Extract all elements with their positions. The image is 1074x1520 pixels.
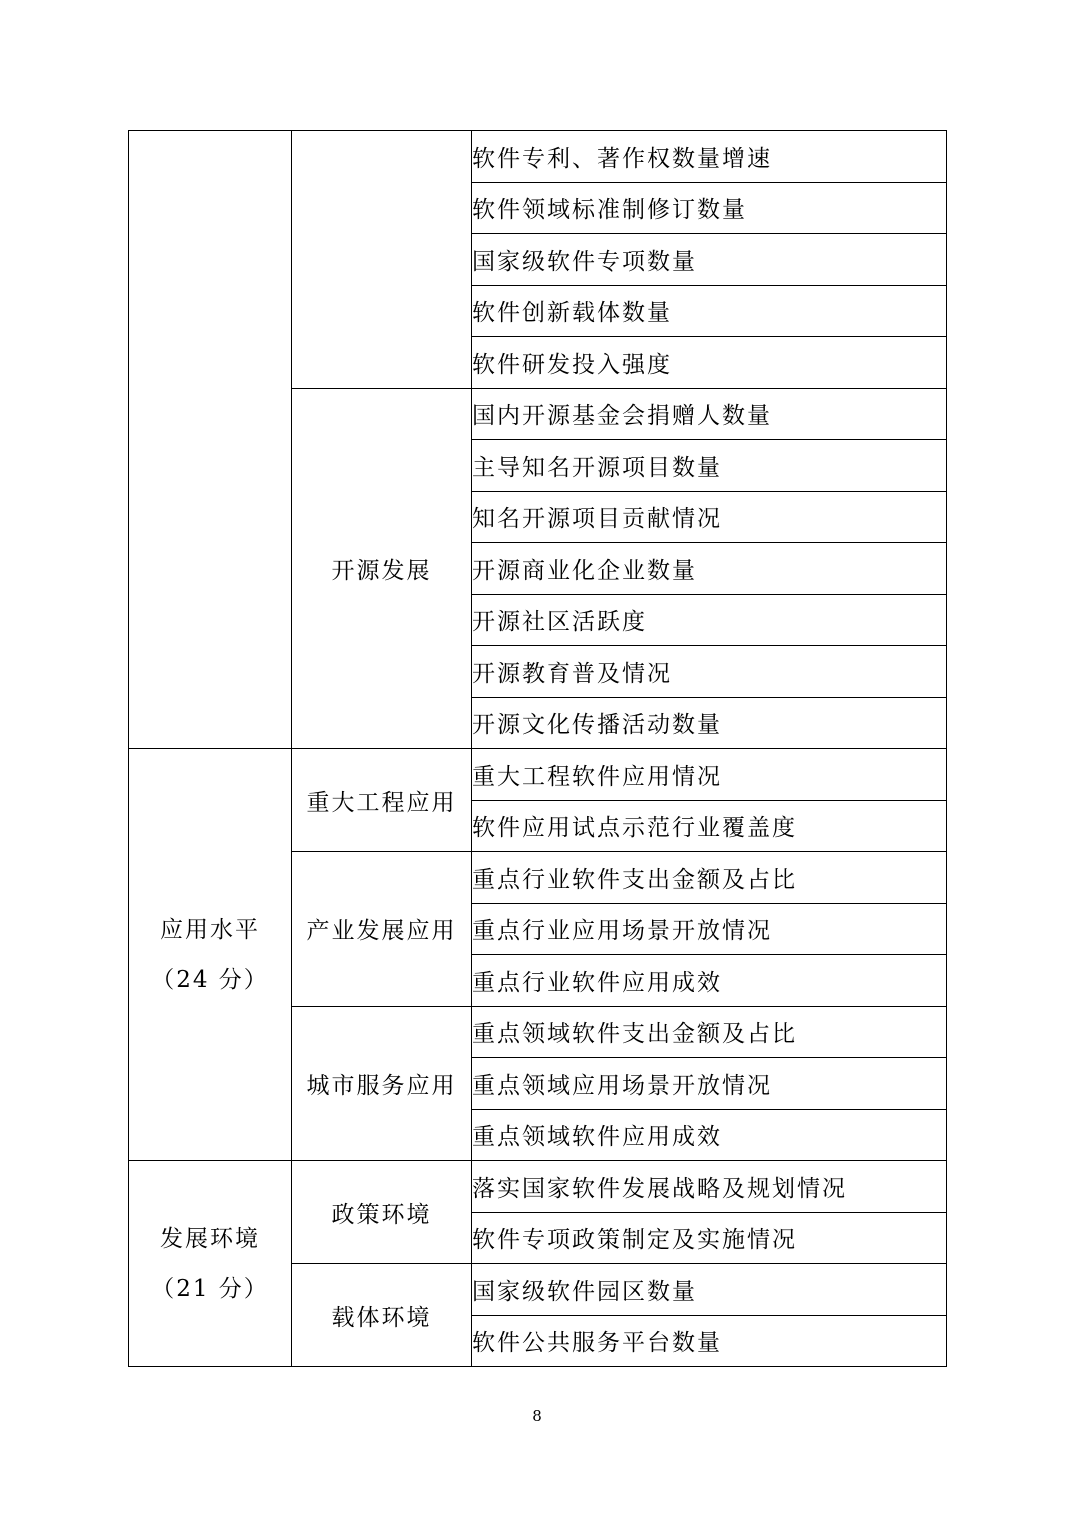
indicator-table <box>128 130 947 1367</box>
indicator-cell: 知名开源项目贡献情况 <box>472 491 947 543</box>
indicator-cell: 主导知名开源项目数量 <box>472 440 947 492</box>
indicator-cell: 软件专项政策制定及实施情况 <box>472 1212 947 1264</box>
indicator-cell: 开源教育普及情况 <box>472 646 947 698</box>
indicator-cell: 软件创新载体数量 <box>472 285 947 337</box>
indicator-cell: 国家级软件专项数量 <box>472 234 947 286</box>
indicator-cell: 软件领域标准制修订数量 <box>472 182 947 234</box>
indicator-cell: 开源文化传播活动数量 <box>472 697 947 749</box>
category-name: 发展环境 <box>160 1225 260 1252</box>
indicator-cell: 重点行业软件支出金额及占比 <box>472 852 947 904</box>
subcategory-cell: 开源发展 <box>292 388 472 749</box>
indicator-cell: 开源社区活跃度 <box>472 594 947 646</box>
category-cell <box>129 749 292 1161</box>
table-row <box>129 749 947 801</box>
indicator-cell: 软件应用试点示范行业覆盖度 <box>472 800 947 852</box>
subcategory-cell <box>292 131 472 389</box>
indicator-cell: 重点行业应用场景开放情况 <box>472 903 947 955</box>
indicator-cell: 重点行业软件应用成效 <box>472 955 947 1007</box>
indicator-cell: 国内开源基金会捐赠人数量 <box>472 388 947 440</box>
indicator-cell: 重点领域软件支出金额及占比 <box>472 1006 947 1058</box>
table-row <box>129 131 947 183</box>
category-cell <box>129 131 292 749</box>
subcategory-cell: 城市服务应用 <box>292 1006 472 1161</box>
indicator-cell: 软件公共服务平台数量 <box>472 1315 947 1367</box>
subcategory-cell: 产业发展应用 <box>292 852 472 1007</box>
indicator-cell: 国家级软件园区数量 <box>472 1264 947 1316</box>
category-cell <box>129 1161 292 1367</box>
category-score: （24 分） <box>151 966 269 993</box>
indicator-table-body <box>129 131 947 1367</box>
indicator-cell: 重点领域应用场景开放情况 <box>472 1058 947 1110</box>
indicator-cell: 软件专利、著作权数量增速 <box>472 131 947 183</box>
subcategory-cell: 政策环境 <box>292 1161 472 1264</box>
indicator-cell: 落实国家软件发展战略及规划情况 <box>472 1161 947 1213</box>
page-number: 8 <box>532 1407 542 1425</box>
indicator-cell: 开源商业化企业数量 <box>472 543 947 595</box>
indicator-cell: 重点领域软件应用成效 <box>472 1109 947 1161</box>
category-name: 应用水平 <box>160 916 260 943</box>
subcategory-cell: 载体环境 <box>292 1264 472 1367</box>
indicator-cell: 重大工程软件应用情况 <box>472 749 947 801</box>
subcategory-cell: 重大工程应用 <box>292 749 472 852</box>
table-row <box>129 1161 947 1213</box>
category-score: （21 分） <box>151 1275 269 1302</box>
indicator-cell: 软件研发投入强度 <box>472 337 947 389</box>
